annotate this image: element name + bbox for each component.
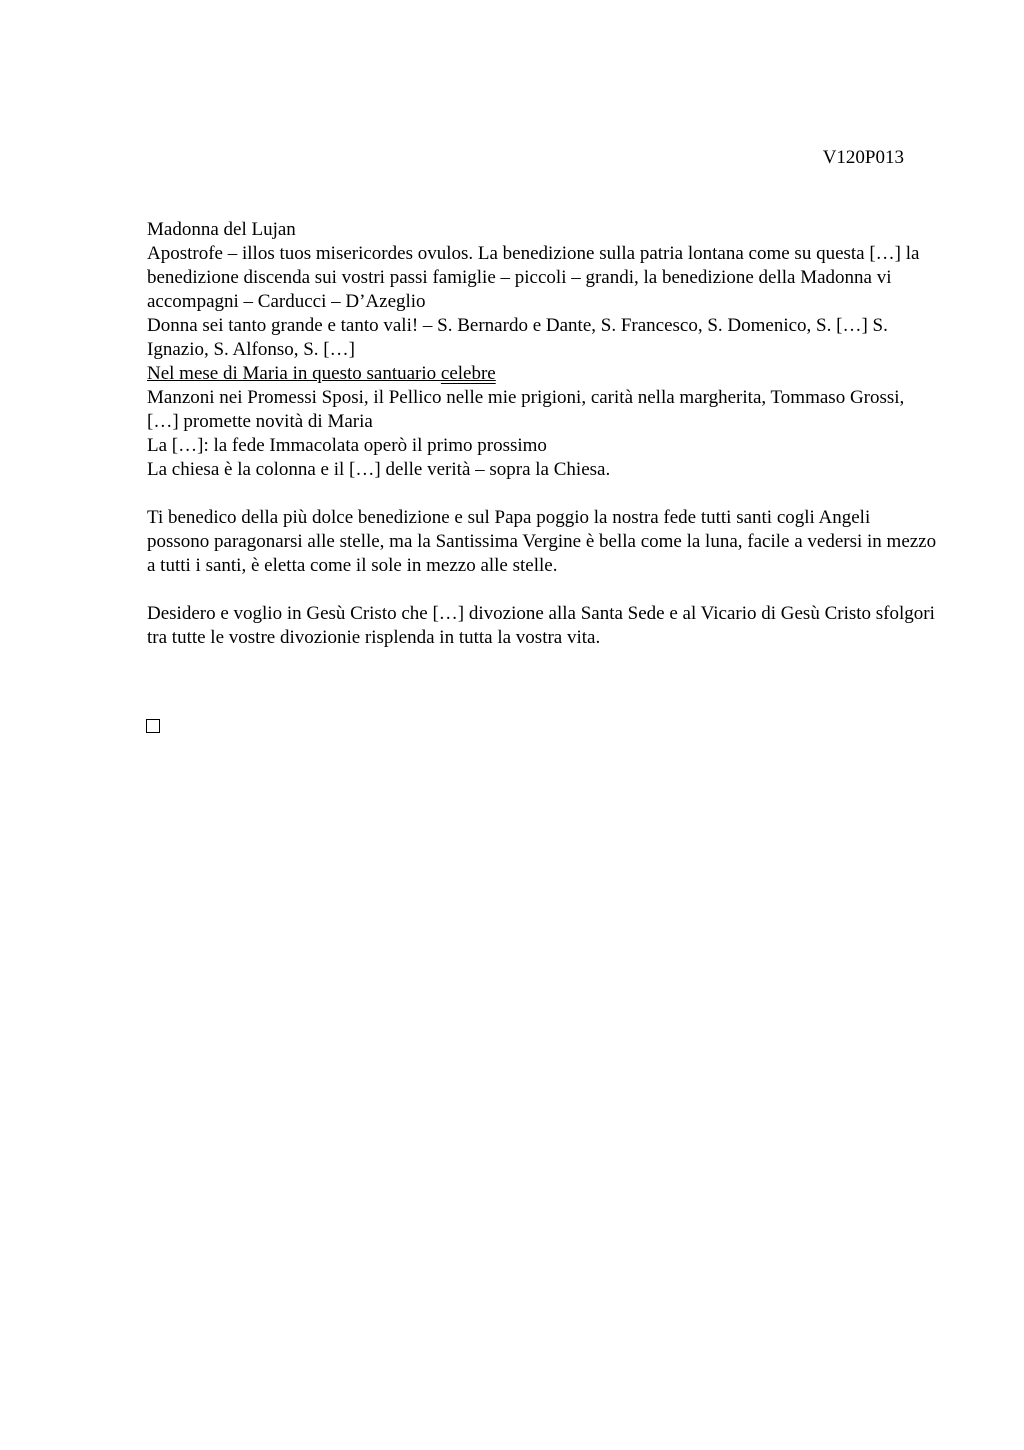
paragraph-benedizione: Ti benedico della più dolce benedizione e sul Papa poggio la nostra fede tutti santi cogli Angeli possono paragonarsi alle stelle, ma la Santissima Vergine è bella come la luna, facile a vedersi in mezzo a tutti i santi, è eletta come il sole in mezzo alle stelle. xyxy=(147,507,937,576)
checkbox-square-icon xyxy=(146,719,160,733)
paragraph-desidero: Desidero e voglio in Gesù Cristo che […] divozione alla Santa Sede e al Vicario di Gesù Cristo sfolgori tra tutte le vostre divozionie risplenda in tutta la vostra vita. xyxy=(147,603,935,648)
text-chiesa: La chiesa è la colonna e il […] delle verità – sopra la Chiesa. xyxy=(147,459,611,480)
text-fede-immacolata: La […]: la fede Immacolata operò il primo prossimo xyxy=(147,435,547,456)
text-mese-di-maria xyxy=(147,362,937,386)
double-underlined-celebre: celebre xyxy=(440,363,496,384)
underlined-mese-di-maria: Nel mese di Maria in questo santuario xyxy=(147,363,441,384)
document-id: V120P013 xyxy=(822,147,904,168)
document-body xyxy=(147,218,937,650)
heading-madonna-del-lujan: Madonna del Lujan xyxy=(147,219,296,240)
text-apostrofe: Apostrofe – illos tuos misericordes ovulos. La benedizione sulla patria lontana come su questa […] la benedizione discenda sui vostri passi famiglie – piccoli – grandi, la benedizione della Madonna vi accompagni – Carducci – D’Azeglio xyxy=(147,243,920,312)
text-manzoni: Manzoni nei Promessi Sposi, il Pellico nelle mie prigioni, carità nella margherita, Tommaso Grossi, […] promette novità di Maria xyxy=(147,387,905,432)
text-donna: Donna sei tanto grande e tanto vali! – S. Bernardo e Dante, S. Francesco, S. Domenico, S. […] S. Ignazio, S. Alfonso, S. […] xyxy=(147,315,888,360)
notes-block xyxy=(147,218,937,482)
